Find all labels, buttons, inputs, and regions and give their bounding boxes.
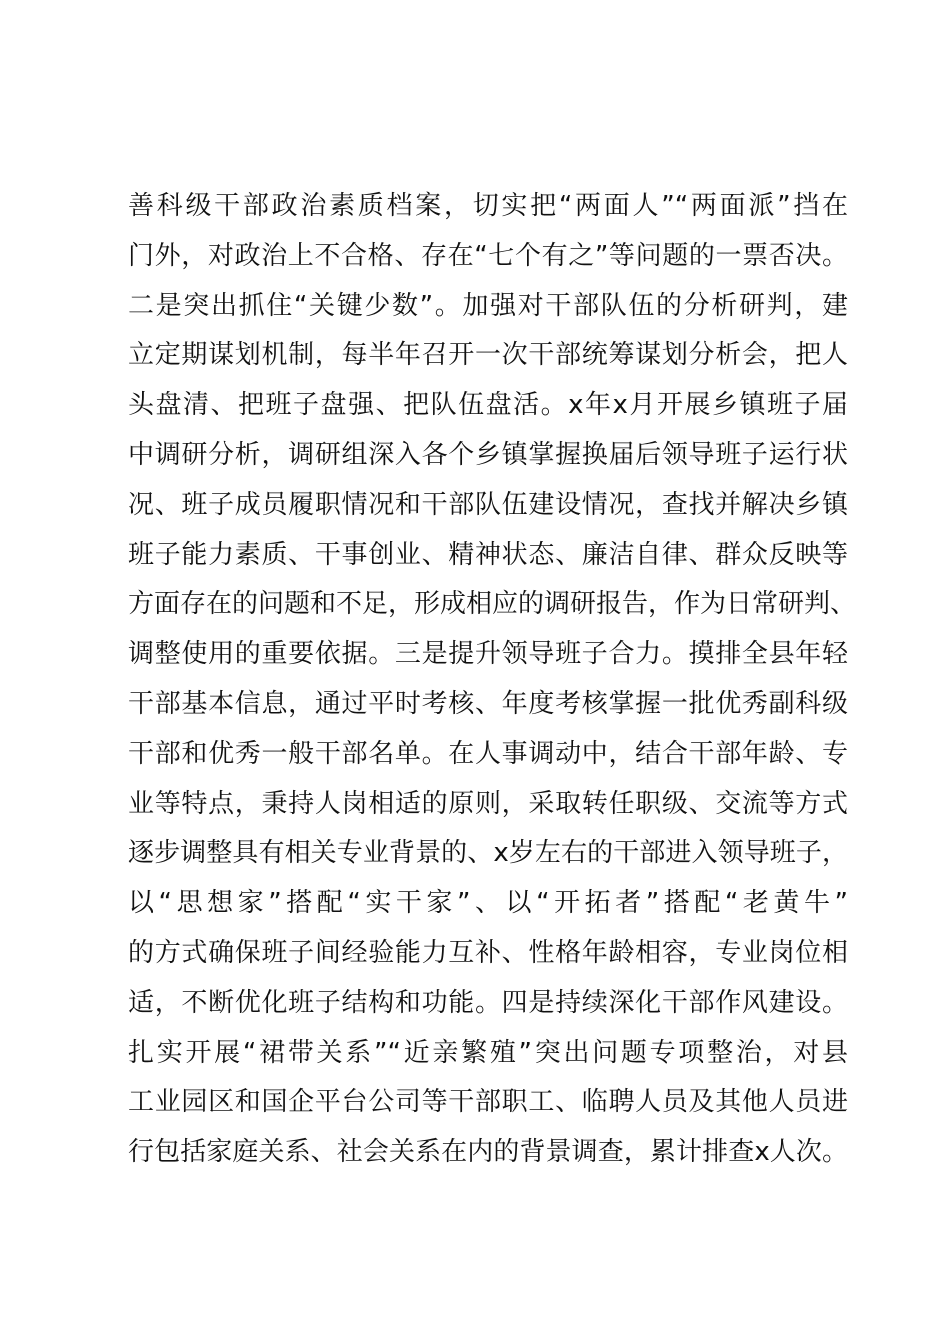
text-line: 调整使用的重要依据。三是提升领导班子合力。摸排全县年轻 (128, 639, 848, 670)
text-line: 况、班子成员履职情况和干部队伍建设情况，查找并解决乡镇 (128, 489, 848, 520)
text-line: 以“思想家”搭配“实干家”、以“开拓者”搭配“老黄牛” (128, 888, 848, 919)
text-line: 扎实开展“裙带关系”“近亲繁殖”突出问题专项整治，对县 (128, 1037, 848, 1068)
text-line: 的方式确保班子间经验能力互补、性格年龄相容，专业岗位相 (128, 937, 848, 968)
text-line: 善科级干部政治素质档案，切实把“两面人”“两面派”挡在 (128, 191, 848, 221)
text-line: 头盘清、把班子盘强、把队伍盘活。x年x月开展乡镇班子届 (128, 390, 848, 421)
text-line: 适，不断优化班子结构和功能。四是持续深化干部作风建设。 (128, 987, 848, 1018)
text-line: 二是突出抓住“关键少数”。加强对干部队伍的分析研判，建 (128, 290, 848, 321)
text-line: 干部基本信息，通过平时考核、年度考核掌握一批优秀副科级 (128, 688, 848, 719)
text-line: 方面存在的问题和不足，形成相应的调研报告，作为日常研判、 (128, 589, 857, 620)
text-line: 班子能力素质、干事创业、精神状态、廉洁自律、群众反映等 (128, 539, 848, 570)
body-paragraph (128, 182, 857, 1178)
text-line: 干部和优秀一般干部名单。在人事调动中，结合干部年龄、专 (128, 738, 848, 769)
text-line: 业等特点，秉持人岗相适的原则，采取转任职级、交流等方式 (128, 788, 848, 819)
text-line: 工业园区和国企平台公司等干部职工、临聘人员及其他人员进 (128, 1087, 848, 1118)
text-line: 中调研分析，调研组深入各个乡镇掌握换届后领导班子运行状 (128, 439, 848, 470)
text-line: 门外，对政治上不合格、存在“七个有之”等问题的一票否决。 (128, 240, 848, 271)
text-line: 立定期谋划机制，每半年召开一次干部统筹谋划分析会，把人 (128, 340, 848, 371)
text-line: 行包括家庭关系、社会关系在内的背景调查，累计排查x人次。 (128, 1137, 848, 1168)
text-line: 逐步调整具有相关专业背景的、x岁左右的干部进入领导班子， (128, 838, 848, 869)
